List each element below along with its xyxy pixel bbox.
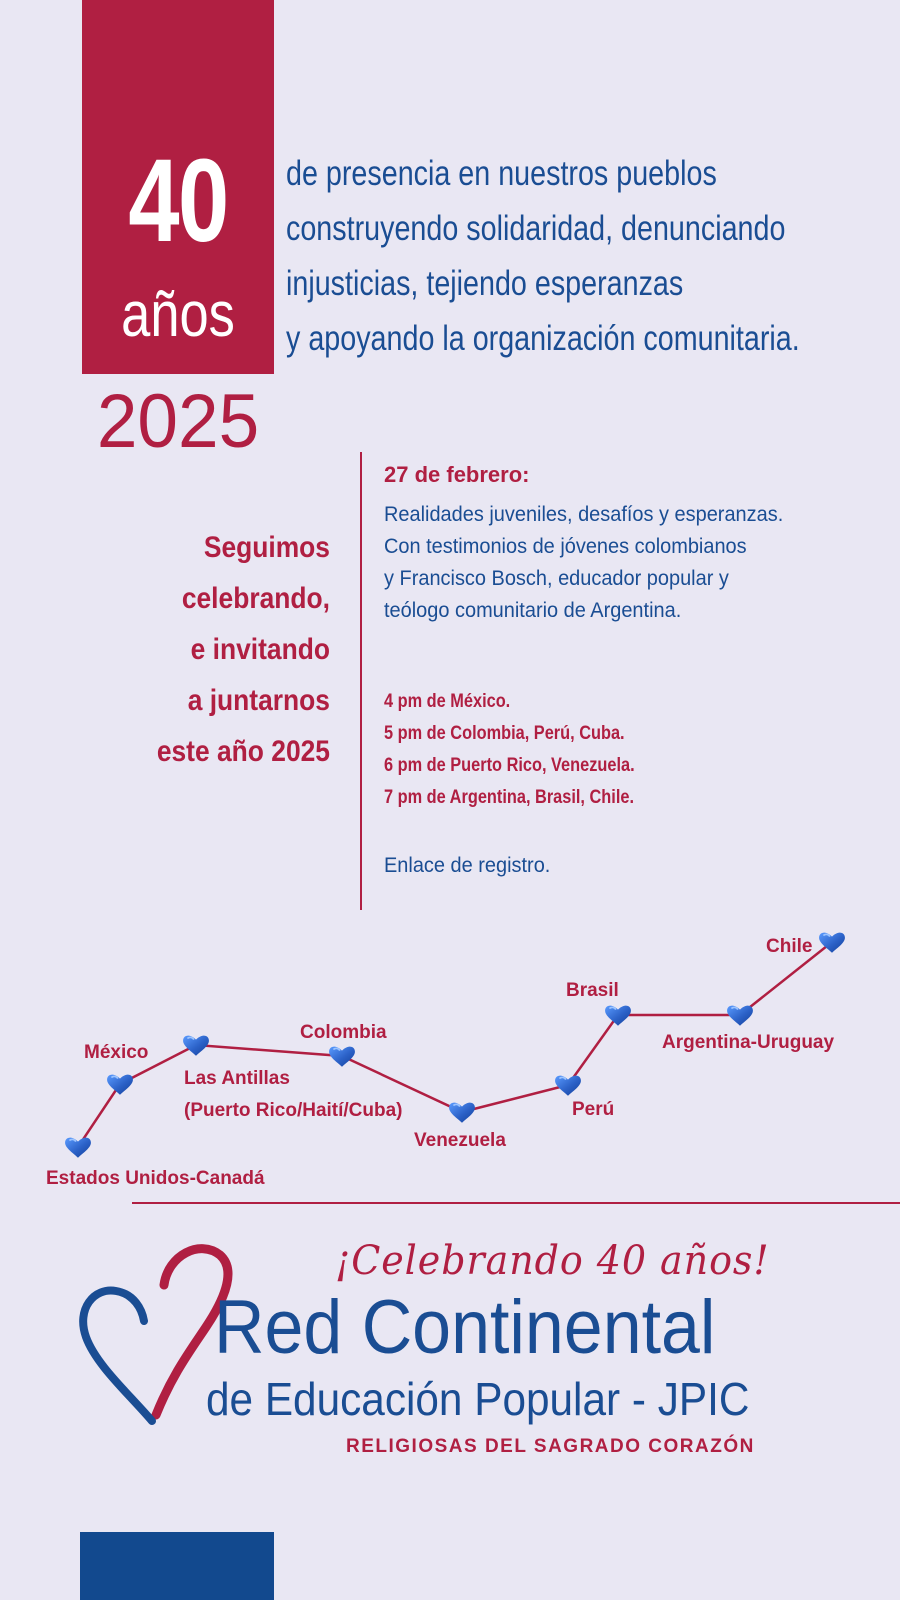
invitation-line: celebrando, bbox=[181, 582, 330, 615]
heart-marker-icon bbox=[727, 1006, 753, 1026]
route-stop-label: Estados Unidos-Canadá bbox=[46, 1168, 265, 1189]
event-time: 6 pm de Puerto Rico, Venezuela. bbox=[384, 755, 635, 776]
event-description-line: teólogo comunitario de Argentina. bbox=[384, 599, 682, 622]
route-stop-label: México bbox=[84, 1042, 149, 1063]
heart-marker-icon bbox=[329, 1047, 355, 1067]
event-description-line: y Francisco Bosch, educador popular y bbox=[384, 567, 729, 590]
route-stop-label: (Puerto Rico/Haití/Cuba) bbox=[184, 1100, 403, 1121]
intro-line: de presencia en nuestros pueblos bbox=[286, 154, 717, 193]
logo-title: Red Continental bbox=[214, 1285, 716, 1370]
logo-organization: RELIGIOSAS DEL SAGRADO CORAZÓN bbox=[346, 1436, 755, 1457]
registration-link[interactable]: Enlace de registro. bbox=[384, 854, 551, 877]
heart-marker-icon bbox=[605, 1006, 631, 1026]
route-stop-label: Argentina-Uruguay bbox=[662, 1032, 835, 1053]
invitation-line: Seguimos bbox=[203, 531, 330, 564]
intro-line: y apoyando la organización comunitaria. bbox=[286, 319, 800, 358]
event-time: 5 pm de Colombia, Perú, Cuba. bbox=[384, 723, 625, 744]
route-stop-label: Brasil bbox=[566, 980, 619, 1001]
event-description-line: Con testimonios de jóvenes colombianos bbox=[384, 535, 747, 558]
anniversary-unit: años bbox=[121, 278, 235, 350]
invitation-line: este año 2025 bbox=[156, 735, 330, 768]
event-times bbox=[384, 686, 635, 814]
route-stop-label: Venezuela bbox=[414, 1130, 506, 1151]
anniversary-number: 40 bbox=[128, 135, 228, 267]
heart-marker-icon bbox=[107, 1075, 133, 1095]
heart-marker-icon bbox=[555, 1076, 581, 1096]
route-diagram bbox=[0, 900, 900, 1200]
footer-bar bbox=[80, 1532, 274, 1600]
event-time: 4 pm de México. bbox=[384, 691, 511, 712]
invitation-line: a juntarnos bbox=[187, 684, 330, 717]
event-date: 27 de febrero: bbox=[384, 462, 530, 487]
heart-marker-icon bbox=[183, 1036, 209, 1056]
event-description-line: Realidades juveniles, desafíos y esperanzas. bbox=[384, 503, 784, 526]
intro-text bbox=[286, 146, 800, 366]
anniversary-year: 2025 bbox=[96, 379, 260, 464]
logo-tagline: ¡Celebrando 40 años! bbox=[335, 1238, 770, 1284]
event-time: 7 pm de Argentina, Brasil, Chile. bbox=[384, 787, 635, 808]
horizontal-divider bbox=[132, 1202, 900, 1204]
invitation-text bbox=[92, 522, 330, 777]
logo-subtitle: de Educación Popular - JPIC bbox=[206, 1373, 750, 1425]
heart-marker-icon bbox=[449, 1103, 475, 1123]
invitation-line: e invitando bbox=[190, 633, 330, 666]
intro-line: injusticias, tejiendo esperanzas bbox=[286, 264, 684, 303]
vertical-divider bbox=[360, 452, 362, 910]
route-stop-label: Las Antillas bbox=[184, 1068, 290, 1089]
route-stop-label: Colombia bbox=[300, 1022, 387, 1043]
route-stop-label: Perú bbox=[572, 1099, 615, 1120]
event-description bbox=[384, 499, 783, 627]
intro-line: construyendo solidaridad, denunciando bbox=[286, 209, 786, 248]
route-stop-label: Chile bbox=[766, 936, 813, 957]
heart-marker-icon bbox=[65, 1138, 91, 1158]
